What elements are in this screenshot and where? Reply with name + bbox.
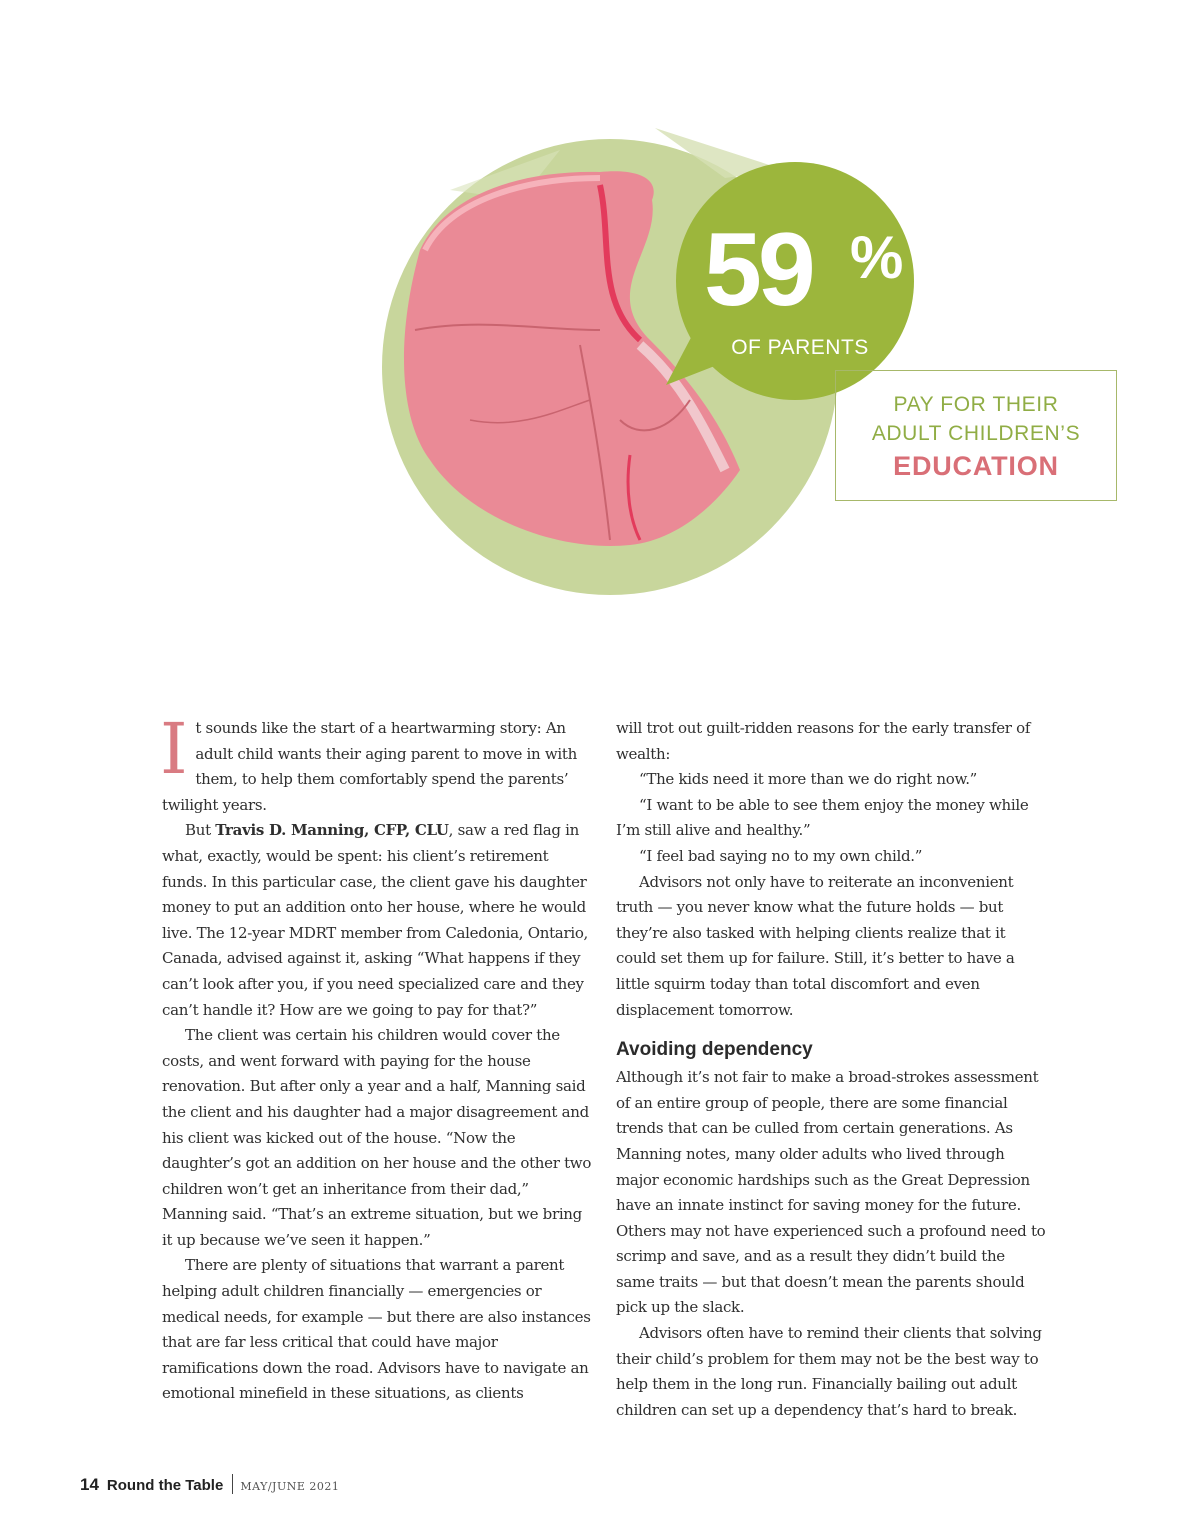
callout-line-1: PAY FOR THEIR <box>893 393 1059 416</box>
article-column-2 <box>616 716 1046 1423</box>
person-name: Travis D. Manning, CFP, CLU <box>215 821 449 840</box>
paragraph <box>160 708 594 818</box>
callout-highlight: EDUCATION <box>893 451 1059 481</box>
footer-divider <box>232 1474 233 1494</box>
quote-paragraph: “The kids need it more than we do right now.” <box>639 770 978 789</box>
section-subhead: Avoiding dependency <box>616 1039 813 1061</box>
paragraph: Advisors often have to remind their clients that solving their child’s problem for them may not be the best way to help them in the long run. Financially bailing out adult children can set up a dependency that’s hard to break. <box>616 1324 1042 1419</box>
paragraph-text: t sounds like the start of a heartwarming story: An adult child wants their aging parent to move in with them, to help them comfortably spend the parents’ twilight years. <box>162 719 577 814</box>
stat-number: 59 <box>704 212 812 328</box>
quote-paragraph: “I want to be able to see them enjoy the money while I’m still alive and healthy.” <box>616 795 1029 840</box>
paragraph: Advisors not only have to reiterate an inconvenient truth — you never know what the future holds — but they’re also tasked with helping clients realize that it could set them up for failure. Still, it’s better to have a little squirm today than total discomfort and even displacement tomorrow. <box>616 872 1015 1019</box>
macaron-illustration <box>0 0 1200 640</box>
page-number: 14 <box>80 1475 99 1494</box>
stat-percent-sign: % <box>850 224 904 291</box>
page-footer <box>80 1474 339 1498</box>
magazine-name: Round the Table <box>106 1477 224 1494</box>
callout-line-2: ADULT CHILDREN’S <box>871 422 1081 445</box>
paragraph: will trot out guilt-ridden reasons for the early transfer of wealth: <box>616 719 1031 763</box>
paragraph: But Travis D. Manning, CFP, CLU, saw a red flag in what, exactly, would be spent: his client’s retirement funds. In this particular case, the client gave his daughter money to put an addition onto her house, where he would live. The 12-year MDRT member from Caledonia, Ontario, Canada, advised against it, asking “What happens if they can’t look after you, if you need specialized care and they can’t handle it? How are we going to pay for that?” <box>162 821 589 1019</box>
paragraph: The client was certain his children would cover the costs, and went forward with paying for the house renovation. But after only a year and a half, Manning said the client and his daughter had a major disagreement and his client was kicked out of the house. “Now the daughter’s got an addition on her house and the other two children won’t get an inheritance from their dad,” Manning said. “That’s an extreme situation, but we bring it up because we’ve seen it happen.” <box>162 1026 592 1249</box>
quote-paragraph: “I feel bad saying no to my own child.” <box>639 846 923 865</box>
drop-cap: I <box>160 708 188 790</box>
paragraph: There are plenty of situations that warrant a parent helping adult children financially — emergencies or medical needs, for example — but there are also instances that are far less critical that could have major ramifications down the road. Advisors have to navigate an emotional minefield in these situations, as clients <box>162 1256 591 1403</box>
issue-date: MAY/JUNE 2021 <box>240 1480 340 1493</box>
stat-callout-box <box>835 370 1117 501</box>
stat-subtitle: OF PARENTS <box>731 336 869 359</box>
paragraph: Although it’s not fair to make a broad-strokes assessment of an entire group of people, there are some financial trends that can be culled from certain generations. As Manning notes, many older adults who lived through major economic hardships such as the Great Depression have an innate instinct for saving money for the future. Others may not have experienced such a profound need to scrimp and save, and as a result they didn’t build the same traits — but that doesn’t mean the parents should pick up the slack. <box>616 1068 1046 1317</box>
article-column-1 <box>160 708 594 1407</box>
